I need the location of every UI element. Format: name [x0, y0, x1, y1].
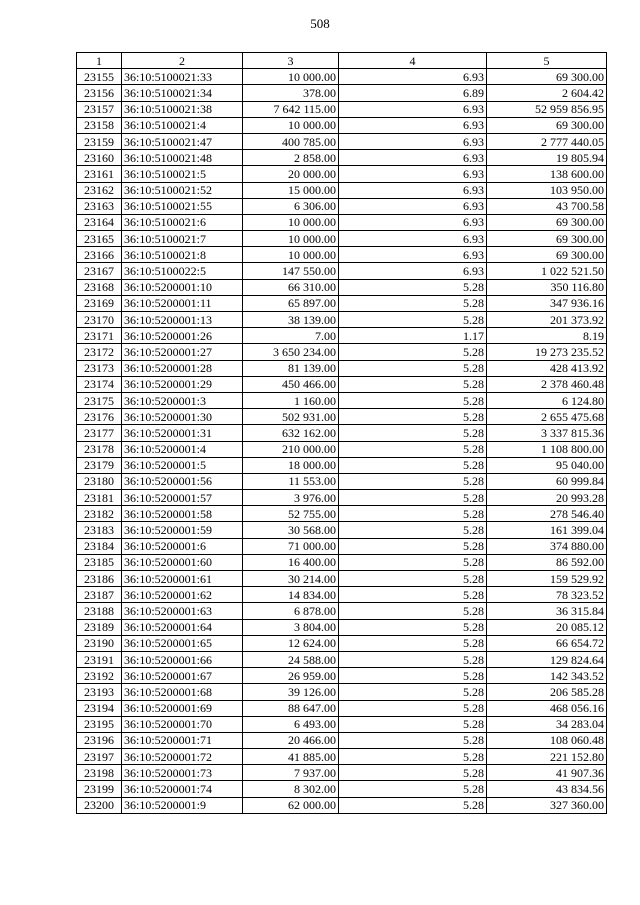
- column-header-5: 5: [487, 53, 607, 69]
- cadastral-number-cell: 36:10:5200001:29: [122, 376, 243, 392]
- rate-cell: 5.28: [339, 571, 487, 587]
- rate-cell: 5.28: [339, 490, 487, 506]
- rate-cell: 5.28: [339, 765, 487, 781]
- rate-cell: 5.28: [339, 344, 487, 360]
- table-row: [77, 716, 607, 732]
- amount-cell: 8.19: [487, 328, 607, 344]
- row-number-cell: 23159: [77, 133, 122, 149]
- cadastral-number-cell: 36:10:5200001:59: [122, 522, 243, 538]
- table-row: [77, 522, 607, 538]
- rate-cell: 5.28: [339, 441, 487, 457]
- table-row: [77, 635, 607, 651]
- cadastral-number-cell: 36:10:5200001:10: [122, 279, 243, 295]
- amount-cell: 3 337 815.36: [487, 425, 607, 441]
- row-number-cell: 23171: [77, 328, 122, 344]
- row-number-cell: 23157: [77, 101, 122, 117]
- table-row: [77, 425, 607, 441]
- cadastral-number-cell: 36:10:5100021:33: [122, 69, 243, 85]
- table-row: [77, 473, 607, 489]
- row-number-cell: 23160: [77, 150, 122, 166]
- rate-cell: 1.17: [339, 328, 487, 344]
- rate-cell: 5.28: [339, 506, 487, 522]
- cadastral-number-cell: 36:10:5100021:8: [122, 247, 243, 263]
- row-number-cell: 23196: [77, 732, 122, 748]
- area-cell: 10 000.00: [243, 231, 339, 247]
- amount-cell: 60 999.84: [487, 473, 607, 489]
- table-row: [77, 392, 607, 408]
- area-cell: 11 553.00: [243, 473, 339, 489]
- table-row: [77, 651, 607, 667]
- amount-cell: 161 399.04: [487, 522, 607, 538]
- area-cell: 378.00: [243, 85, 339, 101]
- table-row: [77, 700, 607, 716]
- table-row: [77, 457, 607, 473]
- rate-cell: 6.89: [339, 85, 487, 101]
- row-number-cell: 23169: [77, 295, 122, 311]
- area-cell: 147 550.00: [243, 263, 339, 279]
- cadastral-number-cell: 36:10:5200001:26: [122, 328, 243, 344]
- amount-cell: 2 378 460.48: [487, 376, 607, 392]
- table-row: [77, 279, 607, 295]
- row-number-cell: 23182: [77, 506, 122, 522]
- table-row: [77, 781, 607, 797]
- row-number-cell: 23170: [77, 312, 122, 328]
- row-number-cell: 23156: [77, 85, 122, 101]
- area-cell: 88 647.00: [243, 700, 339, 716]
- table-row: [77, 684, 607, 700]
- row-number-cell: 23184: [77, 538, 122, 554]
- amount-cell: 43 700.58: [487, 198, 607, 214]
- cadastral-number-cell: 36:10:5200001:64: [122, 619, 243, 635]
- rate-cell: 5.28: [339, 651, 487, 667]
- table-row: [77, 328, 607, 344]
- area-cell: 81 139.00: [243, 360, 339, 376]
- rate-cell: 5.28: [339, 700, 487, 716]
- cadastral-number-cell: 36:10:5200001:58: [122, 506, 243, 522]
- cadastral-number-cell: 36:10:5200001:62: [122, 587, 243, 603]
- rate-cell: 5.28: [339, 587, 487, 603]
- amount-cell: 138 600.00: [487, 166, 607, 182]
- rate-cell: 6.93: [339, 117, 487, 133]
- rate-cell: 5.28: [339, 522, 487, 538]
- rate-cell: 5.28: [339, 392, 487, 408]
- cadastral-number-cell: 36:10:5200001:72: [122, 749, 243, 765]
- area-cell: 400 785.00: [243, 133, 339, 149]
- rate-cell: 5.28: [339, 668, 487, 684]
- rate-cell: 5.28: [339, 279, 487, 295]
- rate-cell: 6.93: [339, 198, 487, 214]
- area-cell: 632 162.00: [243, 425, 339, 441]
- cadastral-number-cell: 36:10:5200001:66: [122, 651, 243, 667]
- row-number-cell: 23189: [77, 619, 122, 635]
- area-cell: 65 897.00: [243, 295, 339, 311]
- amount-cell: 108 060.48: [487, 732, 607, 748]
- cadastral-number-cell: 36:10:5200001:65: [122, 635, 243, 651]
- row-number-cell: 23178: [77, 441, 122, 457]
- rate-cell: 6.93: [339, 231, 487, 247]
- row-number-cell: 23200: [77, 797, 122, 813]
- row-number-cell: 23199: [77, 781, 122, 797]
- amount-cell: 69 300.00: [487, 69, 607, 85]
- column-header-1: 1: [77, 53, 122, 69]
- area-cell: 10 000.00: [243, 117, 339, 133]
- rate-cell: 5.28: [339, 457, 487, 473]
- amount-cell: 69 300.00: [487, 231, 607, 247]
- amount-cell: 129 824.64: [487, 651, 607, 667]
- area-cell: 12 624.00: [243, 635, 339, 651]
- table-row: [77, 587, 607, 603]
- row-number-cell: 23193: [77, 684, 122, 700]
- table-row: [77, 732, 607, 748]
- amount-cell: 1 022 521.50: [487, 263, 607, 279]
- amount-cell: 468 056.16: [487, 700, 607, 716]
- table-row: [77, 344, 607, 360]
- rate-cell: 5.28: [339, 312, 487, 328]
- amount-cell: 206 585.28: [487, 684, 607, 700]
- amount-cell: 69 300.00: [487, 117, 607, 133]
- amount-cell: 428 413.92: [487, 360, 607, 376]
- area-cell: 210 000.00: [243, 441, 339, 457]
- cadastral-number-cell: 36:10:5200001:57: [122, 490, 243, 506]
- row-number-cell: 23185: [77, 554, 122, 570]
- table-row: [77, 360, 607, 376]
- cadastral-number-cell: 36:10:5200001:31: [122, 425, 243, 441]
- cadastral-number-cell: 36:10:5200001:67: [122, 668, 243, 684]
- area-cell: 39 126.00: [243, 684, 339, 700]
- row-number-cell: 23186: [77, 571, 122, 587]
- column-header-3: 3: [243, 53, 339, 69]
- amount-cell: 350 116.80: [487, 279, 607, 295]
- rate-cell: 5.28: [339, 473, 487, 489]
- table-row: [77, 554, 607, 570]
- amount-cell: 278 546.40: [487, 506, 607, 522]
- table-row: [77, 198, 607, 214]
- amount-cell: 52 959 856.95: [487, 101, 607, 117]
- area-cell: 30 568.00: [243, 522, 339, 538]
- row-number-cell: 23187: [77, 587, 122, 603]
- table-row: [77, 538, 607, 554]
- area-cell: 7 642 115.00: [243, 101, 339, 117]
- rate-cell: 5.28: [339, 716, 487, 732]
- cadastral-number-cell: 36:10:5200001:73: [122, 765, 243, 781]
- cadastral-number-cell: 36:10:5200001:56: [122, 473, 243, 489]
- amount-cell: 69 300.00: [487, 247, 607, 263]
- rate-cell: 5.28: [339, 538, 487, 554]
- amount-cell: 19 805.94: [487, 150, 607, 166]
- amount-cell: 159 529.92: [487, 571, 607, 587]
- area-cell: 6 306.00: [243, 198, 339, 214]
- cadastral-number-cell: 36:10:5200001:9: [122, 797, 243, 813]
- area-cell: 3 804.00: [243, 619, 339, 635]
- rate-cell: 5.28: [339, 603, 487, 619]
- page-number: 508: [310, 16, 330, 31]
- column-header-4: 4: [339, 53, 487, 69]
- rate-cell: 5.28: [339, 425, 487, 441]
- table-row: [77, 619, 607, 635]
- cadastral-number-cell: 36:10:5100021:48: [122, 150, 243, 166]
- table-row: [77, 231, 607, 247]
- amount-cell: 66 654.72: [487, 635, 607, 651]
- area-cell: 8 302.00: [243, 781, 339, 797]
- row-number-cell: 23194: [77, 700, 122, 716]
- cadastral-number-cell: 36:10:5100021:55: [122, 198, 243, 214]
- rate-cell: 6.93: [339, 166, 487, 182]
- cadastral-number-cell: 36:10:5100022:5: [122, 263, 243, 279]
- amount-cell: 103 950.00: [487, 182, 607, 198]
- table-row: [77, 214, 607, 230]
- cadastral-number-cell: 36:10:5200001:27: [122, 344, 243, 360]
- row-number-cell: 23165: [77, 231, 122, 247]
- amount-cell: 201 373.92: [487, 312, 607, 328]
- cadastral-number-cell: 36:10:5200001:71: [122, 732, 243, 748]
- table-row: [77, 749, 607, 765]
- area-cell: 30 214.00: [243, 571, 339, 587]
- table-row: [77, 603, 607, 619]
- row-number-cell: 23176: [77, 409, 122, 425]
- row-number-cell: 23164: [77, 214, 122, 230]
- row-number-cell: 23195: [77, 716, 122, 732]
- cadastral-number-cell: 36:10:5100021:34: [122, 85, 243, 101]
- row-number-cell: 23191: [77, 651, 122, 667]
- rate-cell: 6.93: [339, 69, 487, 85]
- cadastral-number-cell: 36:10:5200001:70: [122, 716, 243, 732]
- rate-cell: 5.28: [339, 797, 487, 813]
- data-table: [76, 52, 607, 814]
- rate-cell: 5.28: [339, 781, 487, 797]
- area-cell: 38 139.00: [243, 312, 339, 328]
- row-number-cell: 23190: [77, 635, 122, 651]
- row-number-cell: 23161: [77, 166, 122, 182]
- area-cell: 24 588.00: [243, 651, 339, 667]
- row-number-cell: 23180: [77, 473, 122, 489]
- rate-cell: 5.28: [339, 749, 487, 765]
- cadastral-number-cell: 36:10:5100021:6: [122, 214, 243, 230]
- cadastral-number-cell: 36:10:5200001:4: [122, 441, 243, 457]
- rate-cell: 6.93: [339, 150, 487, 166]
- area-cell: 18 000.00: [243, 457, 339, 473]
- amount-cell: 20 085.12: [487, 619, 607, 635]
- amount-cell: 43 834.56: [487, 781, 607, 797]
- area-cell: 52 755.00: [243, 506, 339, 522]
- row-number-cell: 23188: [77, 603, 122, 619]
- row-number-cell: 23192: [77, 668, 122, 684]
- amount-cell: 86 592.00: [487, 554, 607, 570]
- area-cell: 10 000.00: [243, 247, 339, 263]
- area-cell: 1 160.00: [243, 392, 339, 408]
- table-row: [77, 506, 607, 522]
- rate-cell: 6.93: [339, 247, 487, 263]
- cadastral-number-cell: 36:10:5200001:68: [122, 684, 243, 700]
- cadastral-number-cell: 36:10:5200001:74: [122, 781, 243, 797]
- rate-cell: 6.93: [339, 133, 487, 149]
- rate-cell: 6.93: [339, 263, 487, 279]
- cadastral-number-cell: 36:10:5100021:7: [122, 231, 243, 247]
- rate-cell: 6.93: [339, 101, 487, 117]
- cadastral-number-cell: 36:10:5200001:5: [122, 457, 243, 473]
- area-cell: 7 937.00: [243, 765, 339, 781]
- row-number-cell: 23175: [77, 392, 122, 408]
- table-row: [77, 797, 607, 813]
- area-cell: 66 310.00: [243, 279, 339, 295]
- area-cell: 20 000.00: [243, 166, 339, 182]
- row-number-cell: 23173: [77, 360, 122, 376]
- area-cell: 15 000.00: [243, 182, 339, 198]
- table-row: [77, 409, 607, 425]
- rate-cell: 5.28: [339, 409, 487, 425]
- row-number-cell: 23158: [77, 117, 122, 133]
- area-cell: 7.00: [243, 328, 339, 344]
- row-number-cell: 23174: [77, 376, 122, 392]
- area-cell: 26 959.00: [243, 668, 339, 684]
- amount-cell: 2 777 440.05: [487, 133, 607, 149]
- rate-cell: 5.28: [339, 635, 487, 651]
- rate-cell: 5.28: [339, 360, 487, 376]
- cadastral-number-cell: 36:10:5100021:47: [122, 133, 243, 149]
- amount-cell: 20 993.28: [487, 490, 607, 506]
- amount-cell: 142 343.52: [487, 668, 607, 684]
- table-row: [77, 182, 607, 198]
- area-cell: 41 885.00: [243, 749, 339, 765]
- row-number-cell: 23166: [77, 247, 122, 263]
- cadastral-number-cell: 36:10:5100021:4: [122, 117, 243, 133]
- rate-cell: 6.93: [339, 182, 487, 198]
- table-row: [77, 668, 607, 684]
- cadastral-number-cell: 36:10:5200001:69: [122, 700, 243, 716]
- rate-cell: 5.28: [339, 376, 487, 392]
- area-cell: 502 931.00: [243, 409, 339, 425]
- table-row: [77, 312, 607, 328]
- amount-cell: 2 604.42: [487, 85, 607, 101]
- cadastral-number-cell: 36:10:5200001:11: [122, 295, 243, 311]
- area-cell: 3 976.00: [243, 490, 339, 506]
- row-number-cell: 23163: [77, 198, 122, 214]
- amount-cell: 69 300.00: [487, 214, 607, 230]
- rate-cell: 5.28: [339, 732, 487, 748]
- table-row: [77, 295, 607, 311]
- amount-cell: 34 283.04: [487, 716, 607, 732]
- row-number-cell: 23155: [77, 69, 122, 85]
- amount-cell: 78 323.52: [487, 587, 607, 603]
- cadastral-number-cell: 36:10:5200001:6: [122, 538, 243, 554]
- area-cell: 10 000.00: [243, 214, 339, 230]
- rate-cell: 5.28: [339, 619, 487, 635]
- row-number-cell: 23167: [77, 263, 122, 279]
- table-row: [77, 490, 607, 506]
- amount-cell: 221 152.80: [487, 749, 607, 765]
- table-row: [77, 166, 607, 182]
- cadastral-number-cell: 36:10:5100021:38: [122, 101, 243, 117]
- amount-cell: 1 108 800.00: [487, 441, 607, 457]
- area-cell: 71 000.00: [243, 538, 339, 554]
- table-body: [77, 69, 607, 814]
- area-cell: 450 466.00: [243, 376, 339, 392]
- amount-cell: 374 880.00: [487, 538, 607, 554]
- row-number-cell: 23197: [77, 749, 122, 765]
- cadastral-number-cell: 36:10:5200001:63: [122, 603, 243, 619]
- amount-cell: 41 907.36: [487, 765, 607, 781]
- cadastral-number-cell: 36:10:5200001:13: [122, 312, 243, 328]
- row-number-cell: 23162: [77, 182, 122, 198]
- table-row: [77, 765, 607, 781]
- cadastral-number-cell: 36:10:5200001:30: [122, 409, 243, 425]
- table-row: [77, 133, 607, 149]
- row-number-cell: 23168: [77, 279, 122, 295]
- table-row: [77, 150, 607, 166]
- cadastral-number-cell: 36:10:5200001:3: [122, 392, 243, 408]
- table-row: [77, 263, 607, 279]
- area-cell: 10 000.00: [243, 69, 339, 85]
- table-row: [77, 441, 607, 457]
- amount-cell: 347 936.16: [487, 295, 607, 311]
- table-row: [77, 85, 607, 101]
- cadastral-number-cell: 36:10:5200001:60: [122, 554, 243, 570]
- cadastral-number-cell: 36:10:5200001:61: [122, 571, 243, 587]
- row-number-cell: 23198: [77, 765, 122, 781]
- table-row: [77, 571, 607, 587]
- area-cell: 6 493.00: [243, 716, 339, 732]
- row-number-cell: 23183: [77, 522, 122, 538]
- area-cell: 14 834.00: [243, 587, 339, 603]
- rate-cell: 5.28: [339, 684, 487, 700]
- amount-cell: 19 273 235.52: [487, 344, 607, 360]
- cadastral-number-cell: 36:10:5100021:52: [122, 182, 243, 198]
- table-header-row: [77, 53, 607, 69]
- table-row: [77, 101, 607, 117]
- area-cell: 3 650 234.00: [243, 344, 339, 360]
- rate-cell: 5.28: [339, 554, 487, 570]
- column-header-2: 2: [122, 53, 243, 69]
- rate-cell: 6.93: [339, 214, 487, 230]
- table-row: [77, 117, 607, 133]
- amount-cell: 327 360.00: [487, 797, 607, 813]
- area-cell: 2 858.00: [243, 150, 339, 166]
- area-cell: 6 878.00: [243, 603, 339, 619]
- row-number-cell: 23179: [77, 457, 122, 473]
- row-number-cell: 23181: [77, 490, 122, 506]
- amount-cell: 95 040.00: [487, 457, 607, 473]
- area-cell: 62 000.00: [243, 797, 339, 813]
- cadastral-number-cell: 36:10:5200001:28: [122, 360, 243, 376]
- area-cell: 16 400.00: [243, 554, 339, 570]
- table-row: [77, 247, 607, 263]
- area-cell: 20 466.00: [243, 732, 339, 748]
- row-number-cell: 23177: [77, 425, 122, 441]
- rate-cell: 5.28: [339, 295, 487, 311]
- row-number-cell: 23172: [77, 344, 122, 360]
- cadastral-number-cell: 36:10:5100021:5: [122, 166, 243, 182]
- amount-cell: 2 655 475.68: [487, 409, 607, 425]
- amount-cell: 6 124.80: [487, 392, 607, 408]
- table-row: [77, 69, 607, 85]
- amount-cell: 36 315.84: [487, 603, 607, 619]
- table-row: [77, 376, 607, 392]
